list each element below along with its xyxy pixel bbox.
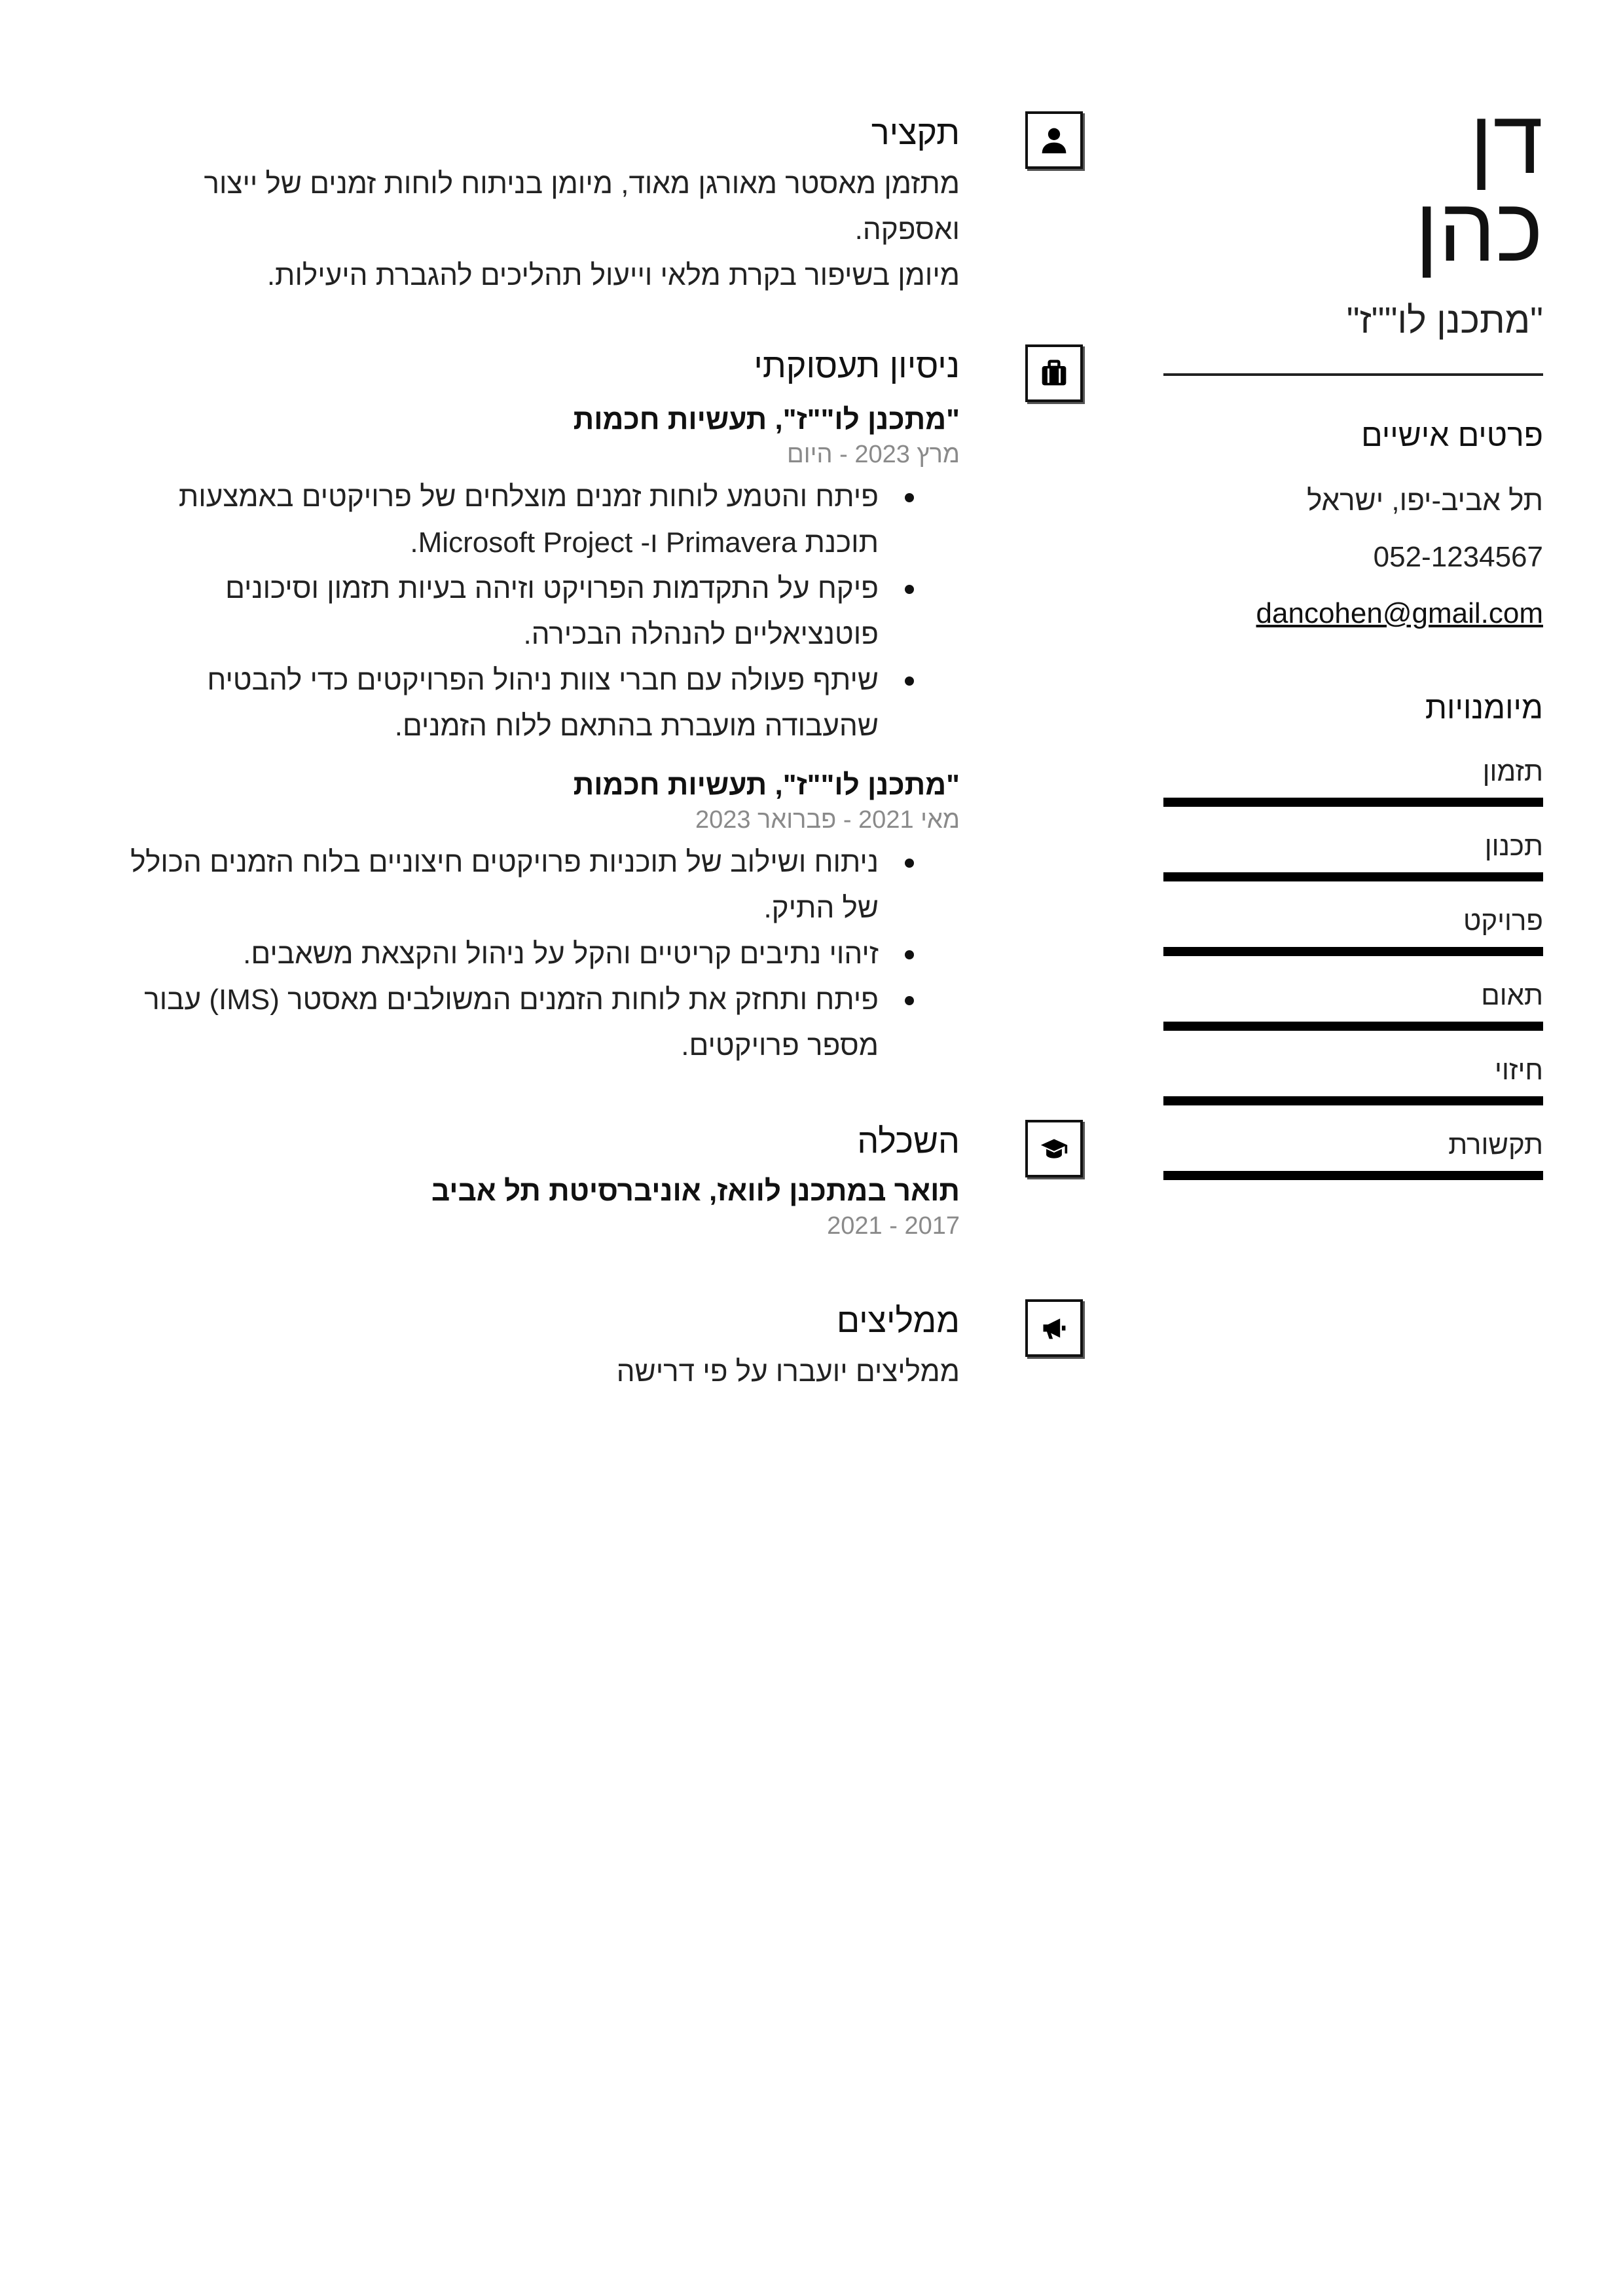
skill-level-fill: [1163, 872, 1543, 881]
skill-item: [1163, 978, 1543, 1031]
briefcase-icon: [1025, 344, 1083, 402]
megaphone-icon: [1025, 1299, 1083, 1357]
skill-level-bar: [1163, 798, 1543, 807]
skill-item: [1163, 754, 1543, 807]
bullet-item: פיתח ותחזק את לוחות הזמנים המשולבים מאסטר (IMS) עבור מספר פרויקטים.: [109, 977, 879, 1069]
sidebar: [1163, 92, 1543, 1180]
degree: תואר במתכנן לוואז, אוניברסיטת תל אביב: [431, 1175, 960, 1207]
bullet-item: שיתף פעולה עם חברי צוות ניהול הפרויקטים כדי להבטיח שהעבודה מועברת בהתאם ללוח הזמנים.: [109, 657, 879, 749]
skill-item: [1163, 1128, 1543, 1180]
job-bullets: [109, 474, 960, 749]
references-heading: ממליצים: [836, 1302, 960, 1340]
user-icon: [1025, 111, 1083, 169]
skill-level-fill: [1163, 1171, 1543, 1180]
experience-section: [109, 344, 960, 1069]
first-name: דן: [1469, 92, 1543, 193]
summary-section: [109, 111, 960, 299]
skill-name: תזמון: [1482, 756, 1543, 787]
bullet-item: פיתח והטמע לוחות זמנים מוצלחים של פרויקטים באמצעות תוכנת Primavera ו- Microsoft Project.: [109, 474, 879, 566]
job-entry: [109, 401, 960, 749]
graduation-cap-icon: [1025, 1120, 1083, 1177]
skill-item: [1163, 904, 1543, 956]
job-entry: [109, 766, 960, 1069]
last-name: כהן: [1415, 179, 1543, 280]
education-dates: 2017 - 2021: [827, 1212, 960, 1240]
skill-item: [1163, 1053, 1543, 1105]
skill-name: תכנון: [1484, 830, 1543, 861]
phone: 052-1234567: [1373, 541, 1543, 573]
education-heading: השכלה: [857, 1122, 960, 1160]
summary-line: מתזמן מאסטר מאורגן מאוד, מיומן בניתוח לוחות זמנים של ייצור ואספקה.: [204, 168, 960, 246]
summary-line: מיומן בשיפור בקרת מלאי וייעול תהליכים להגברת היעילות.: [266, 259, 960, 291]
skill-name: תקשורת: [1448, 1129, 1543, 1160]
main-content: [109, 111, 960, 1395]
skill-item: [1163, 829, 1543, 881]
education-entry: [109, 1172, 960, 1242]
job-dates: מרץ 2023 - היום: [786, 441, 960, 468]
email-row: [1163, 595, 1543, 633]
skill-level-fill: [1163, 798, 1543, 807]
references-section: [109, 1299, 960, 1395]
job-position: "מתכנן לו""ז", תעשיות חכמות: [573, 769, 960, 801]
skill-level-fill: [1163, 1096, 1543, 1105]
skill-name: חיזוי: [1495, 1054, 1543, 1085]
summary-text: [109, 161, 960, 299]
skill-level-bar: [1163, 947, 1543, 956]
experience-heading: ניסיון תעסוקתי: [754, 347, 960, 385]
summary-heading: תקציר: [871, 114, 960, 152]
job-dates: מאי 2021 - פברואר 2023: [695, 806, 960, 834]
skill-name: פרויקט: [1463, 905, 1543, 936]
references-text: ממליצים יועברו על פי דרישה: [616, 1356, 960, 1388]
skill-level-fill: [1163, 1022, 1543, 1031]
education-section: [109, 1120, 960, 1242]
full-name: [1163, 92, 1543, 280]
skill-name: תאום: [1481, 980, 1543, 1010]
skill-level-bar: [1163, 872, 1543, 881]
skill-level-bar: [1163, 1022, 1543, 1031]
skill-level-bar: [1163, 1096, 1543, 1105]
personal-details-heading: פרטים אישיים: [1361, 418, 1543, 453]
skills-heading: מיומנויות: [1425, 691, 1543, 726]
skill-level-fill: [1163, 947, 1543, 956]
divider: [1163, 373, 1543, 376]
job-position: "מתכנן לו""ז", תעשיות חכמות: [573, 403, 960, 435]
job-title: "מתכנן לו""ז": [1346, 299, 1543, 341]
email-link[interactable]: dancohen@gmail.com: [1256, 597, 1543, 629]
bullet-item: ניתוח ושילוב של תוכניות פרויקטים חיצוניים בלוח הזמנים הכולל של התיק.: [109, 840, 879, 931]
job-bullets: [109, 840, 960, 1069]
skill-level-bar: [1163, 1171, 1543, 1180]
bullet-item: זיהוי נתיבים קריטיים והקל על ניהול והקצאת משאבים.: [109, 931, 879, 977]
bullet-item: פיקח על התקדמות הפרויקט וזיהה בעיות תזמון וסיכונים פוטנציאליים להנהלה הבכירה.: [109, 566, 879, 657]
location: תל אביב-יפו, ישראל: [1307, 485, 1543, 517]
